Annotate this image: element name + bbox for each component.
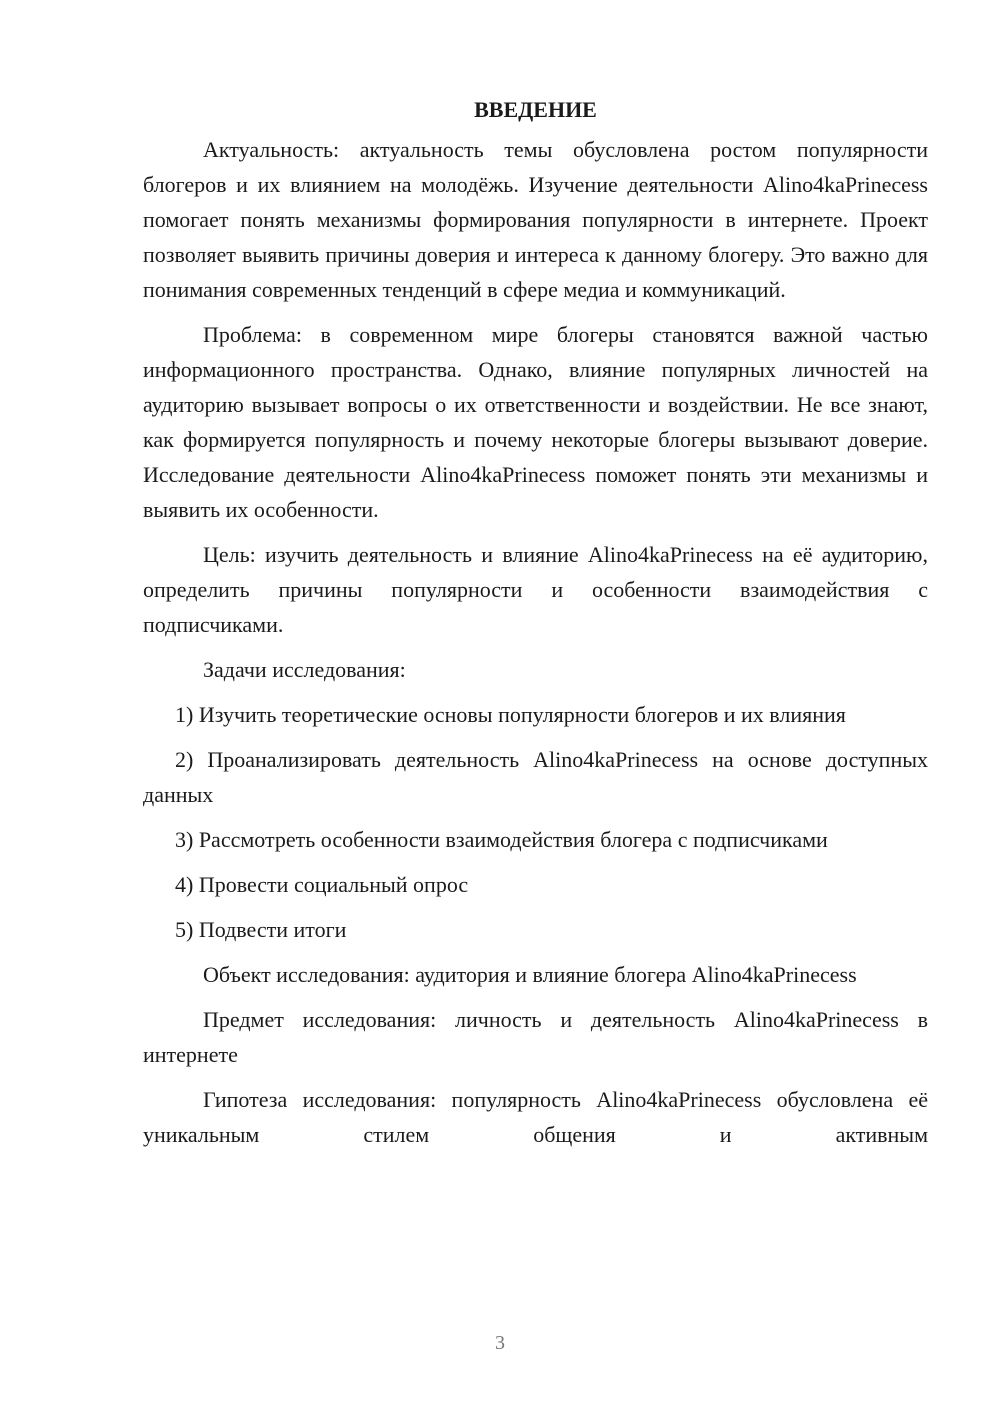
- object-paragraph: Объект исследования: аудитория и влияние блогера Alino4kaPrinecess: [203, 962, 857, 987]
- list-item: 3) Рассмотреть особенности взаимодействия блогера с подписчиками: [175, 827, 828, 852]
- hypothesis-paragraph: Гипотеза исследования: популярность Alino4kaPrinecess обусловлена её уникальным стилем общения и активным: [143, 1087, 928, 1147]
- list-item: 5) Подвести итоги: [175, 917, 347, 942]
- tasks-heading: Задачи исследования:: [203, 657, 406, 682]
- relevance-paragraph: Актуальность: актуальность темы обусловлена ростом популярности блогеров и их влиянием на молодёжь. Изучение деятельности Alino4kaPrinecess помогает понять механизмы формирования популярности в интернете. Проект позволяет выявить причины доверия и интереса к данному блогеру. Это важно для понимания современных тенденций в сфере медиа и коммуникаций.: [143, 137, 928, 302]
- goal-paragraph: Цель: изучить деятельность и влияние Alino4kaPrinecess на её аудиторию, определить причины популярности и особенности взаимодействия с подписчиками.: [143, 542, 928, 637]
- problem-paragraph: Проблема: в современном мире блогеры становятся важной частью информационного пространства. Однако, влияние популярных личностей на аудиторию вызывает вопросы о их ответственности и воздействии. Не все знают, как формируется популярность и почему некоторые блогеры вызывают доверие. Исследование деятельности Alino4kaPrinecess поможет понять эти механизмы и выявить их особенности.: [143, 322, 928, 522]
- list-item: 1) Изучить теоретические основы популярности блогеров и их влияния: [175, 702, 846, 727]
- page-number: 3: [495, 1332, 505, 1354]
- tasks-list: [143, 697, 928, 947]
- list-item: 2) Проанализировать деятельность Alino4kaPrinecess на основе доступных данных: [143, 747, 928, 807]
- document-page: [143, 92, 928, 1162]
- subject-paragraph: Предмет исследования: личность и деятельность Alino4kaPrinecess в интернете: [143, 1007, 928, 1067]
- list-item: 4) Провести социальный опрос: [175, 872, 469, 897]
- page-title: ВВЕДЕНИЕ: [474, 97, 597, 122]
